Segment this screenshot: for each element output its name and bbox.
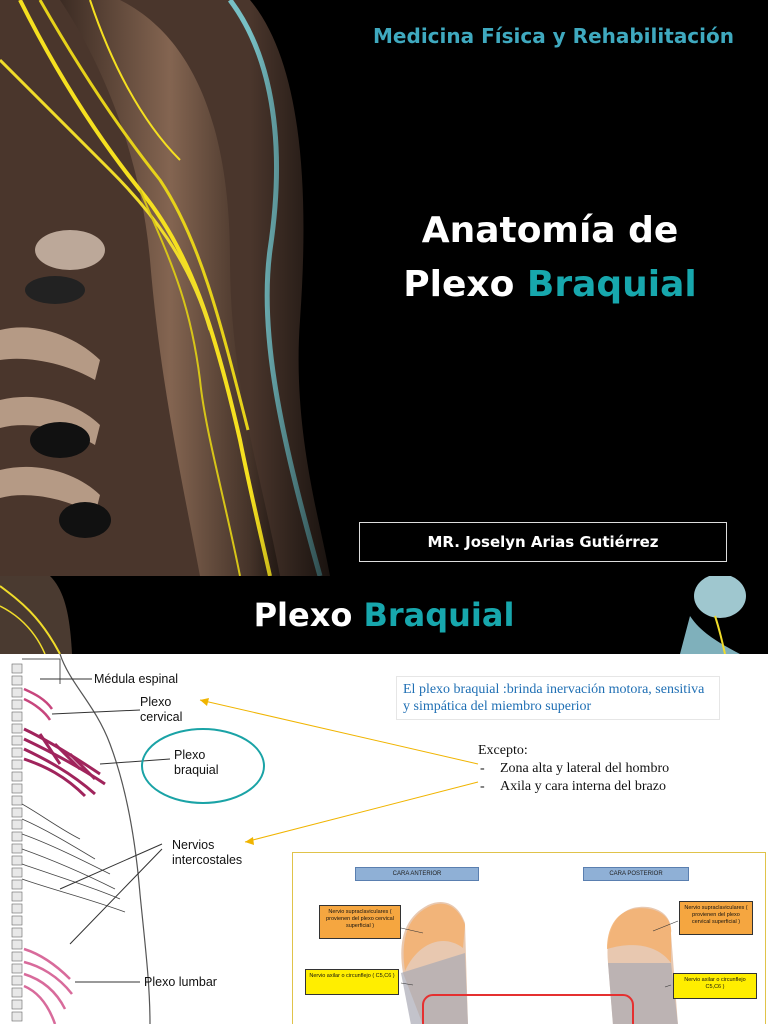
label-plexo-lumbar: Plexo lumbar: [144, 975, 217, 989]
slide2-header: [0, 576, 768, 654]
note-axilar-posterior: Nervio axilar o circunflejo C5,C6 ): [673, 973, 757, 999]
title-braquial: Braquial: [526, 264, 697, 305]
title-line-2: [380, 258, 720, 312]
exceptions-title: Excepto:: [478, 743, 528, 758]
cara-anterior-header: CARA ANTERIOR: [355, 867, 479, 881]
title-braquial: Braquial: [363, 596, 515, 634]
exception-item: - Axila y cara interna del brazo: [478, 778, 669, 796]
label-plexo-braquial: Plexo braquial: [174, 748, 219, 777]
note-supraclaviculares-anterior: Nervio supraclaviculares ( provienen del plexo cervical superficial ): [319, 905, 401, 939]
exceptions-block: [478, 742, 669, 796]
arrow-to-intercostales: [245, 782, 478, 842]
title-line-1: Anatomía de: [421, 210, 679, 251]
author-name: MR. Joselyn Arias Gutiérrez: [427, 533, 659, 551]
exception-item: - Zona alta y lateral del hombro: [478, 760, 669, 778]
definition-box: El plexo braquial :brinda inervación motora, sensitiva y simpática del miembro superior: [396, 676, 720, 720]
note-axilar-anterior: Nervio axilar o circunflejo ( C5,C6 ): [305, 969, 399, 995]
exceptions-list: [478, 760, 669, 796]
cara-posterior-header: CARA POSTERIOR: [583, 867, 689, 881]
label-plexo-cervical: Plexo cervical: [140, 695, 183, 724]
course-header: Medicina Física y Rehabilitación: [373, 24, 734, 48]
author-box: [359, 522, 727, 562]
slide2-title: [0, 596, 768, 634]
slide2-body: [0, 654, 768, 1024]
label-nervios-intercostales: Nervios intercostales: [172, 838, 243, 867]
title-plexo: Plexo: [253, 596, 353, 634]
note-supraclaviculares-posterior: Nervio supraclaviculares ( provienen del plexo cervical superficial ): [679, 901, 753, 935]
title-plexo: Plexo: [403, 264, 515, 305]
label-medula-espinal: Médula espinal: [94, 672, 179, 686]
slide-title: [380, 204, 720, 312]
dermatome-figure: [292, 852, 766, 1024]
